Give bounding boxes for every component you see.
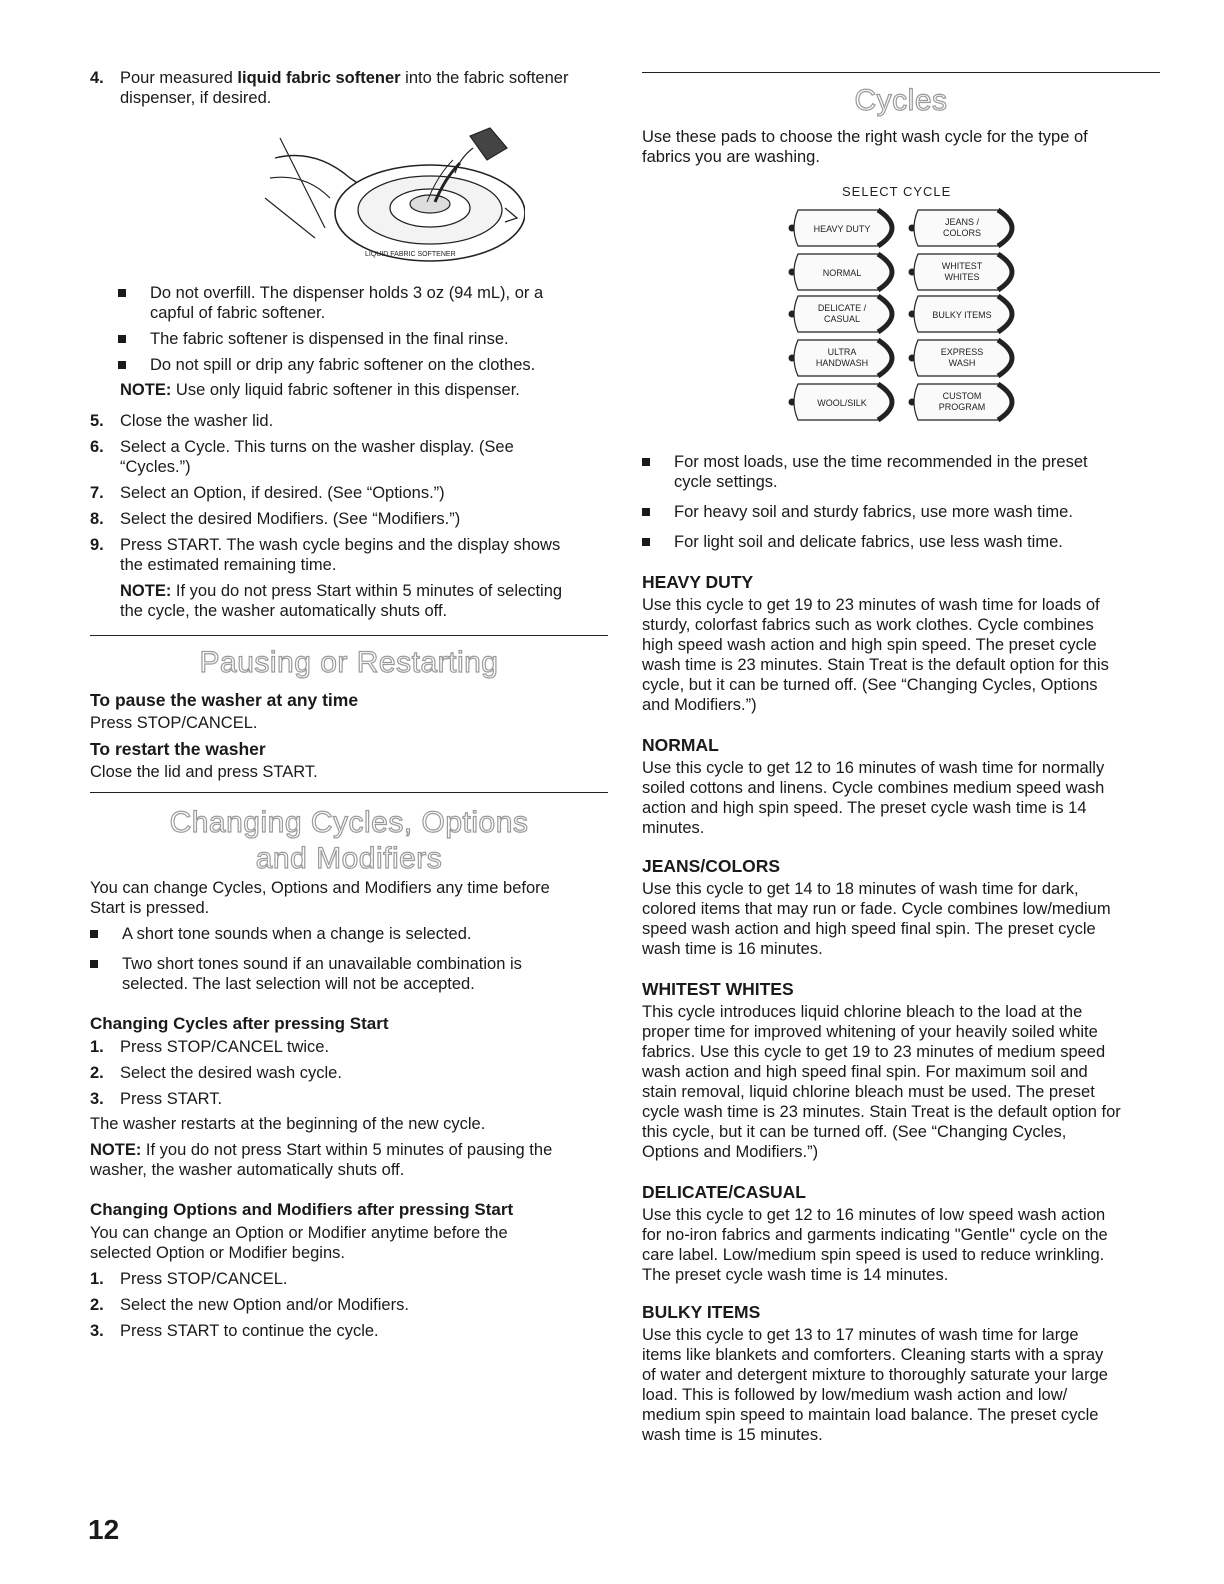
button-label: BULKY ITEMS [932, 310, 992, 320]
button-label: WHITES [944, 272, 980, 282]
button-label: WHITEST [941, 261, 983, 271]
line: Use this cycle to get 19 to 23 minutes of wash time for loads of [642, 596, 1100, 614]
line: wash time is 23 minutes. Stain Treat is the default option for this [642, 656, 1109, 674]
cycle-button[interactable] [909, 296, 1013, 332]
step-number: 2. [90, 1296, 104, 1314]
step-text: Press START to continue the cycle. [120, 1322, 379, 1340]
bullet-text: Do not spill or drip any fabric softener on the clothes. [150, 356, 536, 374]
line: You can change an Option or Modifier anytime before the [90, 1224, 508, 1242]
line: This cycle introduces liquid chlorine bleach to the load at the [642, 1003, 1083, 1021]
step-text [120, 437, 514, 477]
subheading: Changing Cycles after pressing Start [90, 1014, 389, 1033]
step-number: 9. [90, 536, 104, 554]
line: For most loads, use the time recommended in the preset [674, 453, 1088, 471]
body-text: Close the lid and press START. [90, 763, 318, 781]
cycle-description [642, 572, 1160, 715]
button-label: HEAVY DUTY [813, 224, 871, 234]
step-text-bold: liquid fabric softener [237, 69, 401, 87]
line: cycle settings. [674, 473, 778, 491]
line: for no-iron fabrics and garments indicating "Gentle" cycle on the [642, 1226, 1108, 1244]
line: soiled cottons and linens. Cycle combines medium speed wash [642, 779, 1105, 797]
cycle-description [642, 1182, 1160, 1285]
note [120, 380, 610, 400]
step-text: Press STOP/CANCEL twice. [120, 1038, 330, 1056]
line: Use this cycle to get 14 to 18 minutes of wash time for dark, [642, 880, 1079, 898]
body-text [90, 878, 610, 918]
button-label: ULTRA [827, 347, 857, 357]
step-text: Select the desired wash cycle. [120, 1064, 342, 1082]
step-number: 3. [90, 1322, 104, 1340]
section-title: Pausing or Restarting [199, 646, 499, 679]
cycle-button[interactable] [909, 384, 1013, 420]
line: wash action and high speed final spin. For maximum soil and [642, 1063, 1088, 1081]
body-text: Press STOP/CANCEL. [90, 714, 258, 732]
line: the estimated remaining time. [120, 556, 337, 574]
line: speed wash action and high speed final spin. The preset cycle [642, 920, 1096, 938]
step-text [120, 535, 560, 575]
cycle-text [642, 758, 1160, 838]
panel-label: SELECT CYCLE [842, 184, 952, 199]
button-label: WOOL/SILK [817, 398, 867, 408]
line: “Cycles.”) [120, 458, 191, 476]
line: fabrics you are washing. [642, 148, 820, 166]
line: Use this cycle to get 13 to 17 minutes of wash time for large [642, 1326, 1079, 1344]
cycle-heading: NORMAL [642, 735, 719, 755]
subheading: To restart the washer [90, 739, 266, 759]
line: cycle, but it can be turned off. (See “Changing Cycles, Options [642, 676, 1098, 694]
note-label: NOTE: [120, 582, 172, 600]
step-number: 4. [90, 69, 104, 87]
bullet-text: For light soil and delicate fabrics, use less wash time. [674, 533, 1063, 551]
note-label: NOTE: [120, 381, 172, 399]
line: sturdy, colorfast fabrics such as work clothes. Cycle combines [642, 616, 1094, 634]
step-text: Select an Option, if desired. (See “Options.”) [120, 484, 445, 502]
bullet-icon [118, 289, 126, 297]
line: stain removal, liquid chlorine bleach must be used. The preset [642, 1083, 1095, 1101]
button-label: CUSTOM [942, 391, 982, 401]
line: care label. Low/medium spin speed is used to reduce wrinkling. [642, 1246, 1105, 1264]
step-text: Press STOP/CANCEL. [120, 1270, 288, 1288]
step-text: Select the new Option and/or Modifiers. [120, 1296, 409, 1314]
cycle-text [642, 1325, 1160, 1445]
line: items like blankets and comforters. Cleaning starts with a spray [642, 1346, 1104, 1364]
button-label: DELICATE / [817, 303, 867, 313]
line: selected. The last selection will not be accepted. [122, 975, 475, 993]
line: action and high spin speed. The preset cycle wash time is 14 [642, 799, 1087, 817]
line: of water and detergent mixture to thoroughly saturate your large [642, 1366, 1108, 1384]
line: minutes. [642, 819, 705, 837]
bullet-icon [90, 960, 98, 968]
cycle-text [642, 1002, 1160, 1162]
bullet-text: The fabric softener is dispensed in the final rinse. [150, 330, 509, 348]
line: cycle wash time is 23 minutes. Stain Treat is the default option for [642, 1103, 1121, 1121]
line: wash time is 15 minutes. [642, 1426, 823, 1444]
step-text-part: dispenser, if desired. [120, 89, 272, 107]
cycle-button[interactable] [909, 340, 1013, 376]
cycle-heading: BULKY ITEMS [642, 1302, 761, 1322]
step-text: Select the desired Modifiers. (See “Modifiers.”) [120, 510, 461, 528]
cycle-text [642, 1205, 1160, 1285]
cycle-text [642, 595, 1160, 715]
line: colored items that may run or fade. Cycle combines low/medium [642, 900, 1111, 918]
subheading: To pause the washer at any time [90, 690, 359, 710]
section-divider [90, 792, 608, 793]
button-label: HANDWASH [815, 358, 869, 368]
line: selected Option or Modifier begins. [90, 1244, 345, 1262]
section-title: Cycles [854, 84, 948, 117]
cycle-button[interactable] [789, 296, 893, 332]
button-label: CASUAL [823, 314, 861, 324]
step-number: 7. [90, 484, 104, 502]
line: medium spin speed to maintain load balance. The preset cycle [642, 1406, 1099, 1424]
step-number: 1. [90, 1270, 104, 1288]
step-number: 6. [90, 438, 104, 456]
cycle-heading: JEANS/COLORS [642, 856, 781, 876]
button-label: COLORS [942, 228, 982, 238]
cycle-button[interactable] [909, 210, 1013, 246]
line: Options and Modifiers.”) [642, 1143, 819, 1161]
line: Select a Cycle. This turns on the washer display. (See [120, 438, 514, 456]
step-number: 1. [90, 1038, 104, 1056]
line: The preset cycle wash time is 14 minutes. [642, 1266, 949, 1284]
dispenser-label: LIQUID FABRIC SOFTENER [365, 251, 456, 258]
bullet-icon [118, 361, 126, 369]
cycle-description [642, 979, 1160, 1162]
step-text: Press START. [120, 1090, 223, 1108]
title-line: and Modifiers [255, 842, 443, 875]
line: Use this cycle to get 12 to 16 minutes of wash time for normally [642, 759, 1105, 777]
body-text [90, 1223, 610, 1263]
step-text-part: Pour measured [120, 69, 238, 87]
line: capful of fabric softener. [150, 304, 326, 322]
cycle-heading: WHITEST WHITES [642, 979, 794, 999]
line: fabrics. Use this cycle to get 19 to 23 minutes of medium speed [642, 1043, 1106, 1061]
line: Start is pressed. [90, 899, 210, 917]
cycle-button[interactable] [789, 340, 893, 376]
bullet-icon [90, 930, 98, 938]
step-number: 5. [90, 412, 104, 430]
note [90, 1140, 610, 1180]
note-text: Use only liquid fabric softener in this dispenser. [171, 381, 520, 399]
button-label: WASH [948, 358, 976, 368]
select-cycle-panel [762, 178, 1062, 460]
line: Do not overfill. The dispenser holds 3 oz (94 mL), or a [150, 284, 544, 302]
fabric-softener-dispenser-illustration [255, 118, 525, 268]
note-text: If you do not press Start within 5 minutes of pausing the [141, 1141, 553, 1159]
button-label: PROGRAM [938, 402, 986, 412]
section-title [90, 805, 608, 877]
line: proper time for improved whitening of your heavily soiled white [642, 1023, 1098, 1041]
line: and Modifiers.”) [642, 696, 757, 714]
title-line: Changing Cycles, Options [169, 806, 529, 839]
bullet-text [150, 283, 543, 323]
section-divider [90, 635, 608, 636]
page-number: 12 [88, 1514, 120, 1545]
note-text: If you do not press Start within 5 minutes of selecting [171, 582, 563, 600]
cycle-button[interactable] [909, 254, 1013, 290]
cycle-heading: HEAVY DUTY [642, 572, 754, 592]
line: Two short tones sound if an unavailable combination is [122, 955, 522, 973]
step-number: 8. [90, 510, 104, 528]
note-label: NOTE: [90, 1141, 142, 1159]
note-text: washer, the washer automatically shuts off. [90, 1161, 405, 1179]
line: high speed wash action and high spin speed. The preset cycle [642, 636, 1097, 654]
bullet-icon [642, 508, 650, 516]
section-divider [642, 72, 1160, 73]
line: You can change Cycles, Options and Modifiers any time before [90, 879, 550, 897]
cycle-description [642, 735, 1160, 838]
step-text: Close the washer lid. [120, 412, 274, 430]
button-label: JEANS / [944, 217, 980, 227]
bullet-text: For heavy soil and sturdy fabrics, use more wash time. [674, 503, 1073, 521]
cycle-heading: DELICATE/CASUAL [642, 1182, 806, 1202]
bullet-icon [642, 538, 650, 546]
bullet-icon [642, 458, 650, 466]
body-text: The washer restarts at the beginning of the new cycle. [90, 1115, 486, 1133]
button-label: EXPRESS [940, 347, 984, 357]
step-number: 3. [90, 1090, 104, 1108]
bullet-icon [118, 335, 126, 343]
button-label: NORMAL [822, 268, 862, 278]
cycle-button[interactable] [789, 254, 893, 290]
cycle-description [642, 856, 1160, 959]
step-number: 2. [90, 1064, 104, 1082]
cycle-description [642, 1302, 1160, 1445]
bullet-text: A short tone sounds when a change is selected. [122, 925, 472, 943]
note-text: the cycle, the washer automatically shuts off. [120, 602, 448, 620]
step-text [120, 68, 568, 108]
bullet-text [122, 954, 522, 994]
line: Use these pads to choose the right wash cycle for the type of [642, 128, 1088, 146]
note [120, 581, 610, 621]
line: wash time is 16 minutes. [642, 940, 823, 958]
line: Use this cycle to get 12 to 16 minutes of low speed wash action [642, 1206, 1106, 1224]
bullet-text [674, 452, 1088, 492]
cycle-text [642, 879, 1160, 959]
line: this cycle, but it can be turned off. (See “Changing Cycles, [642, 1123, 1067, 1141]
line: Press START. The wash cycle begins and the display shows [120, 536, 561, 554]
step-text-part: into the fabric softener [400, 69, 569, 87]
cycle-button[interactable] [789, 384, 893, 420]
cycle-button[interactable] [789, 210, 893, 246]
line: load. This is followed by low/medium wash action and low/ [642, 1386, 1068, 1404]
body-text [642, 127, 1160, 167]
subheading: Changing Options and Modifiers after pressing Start [90, 1200, 514, 1219]
